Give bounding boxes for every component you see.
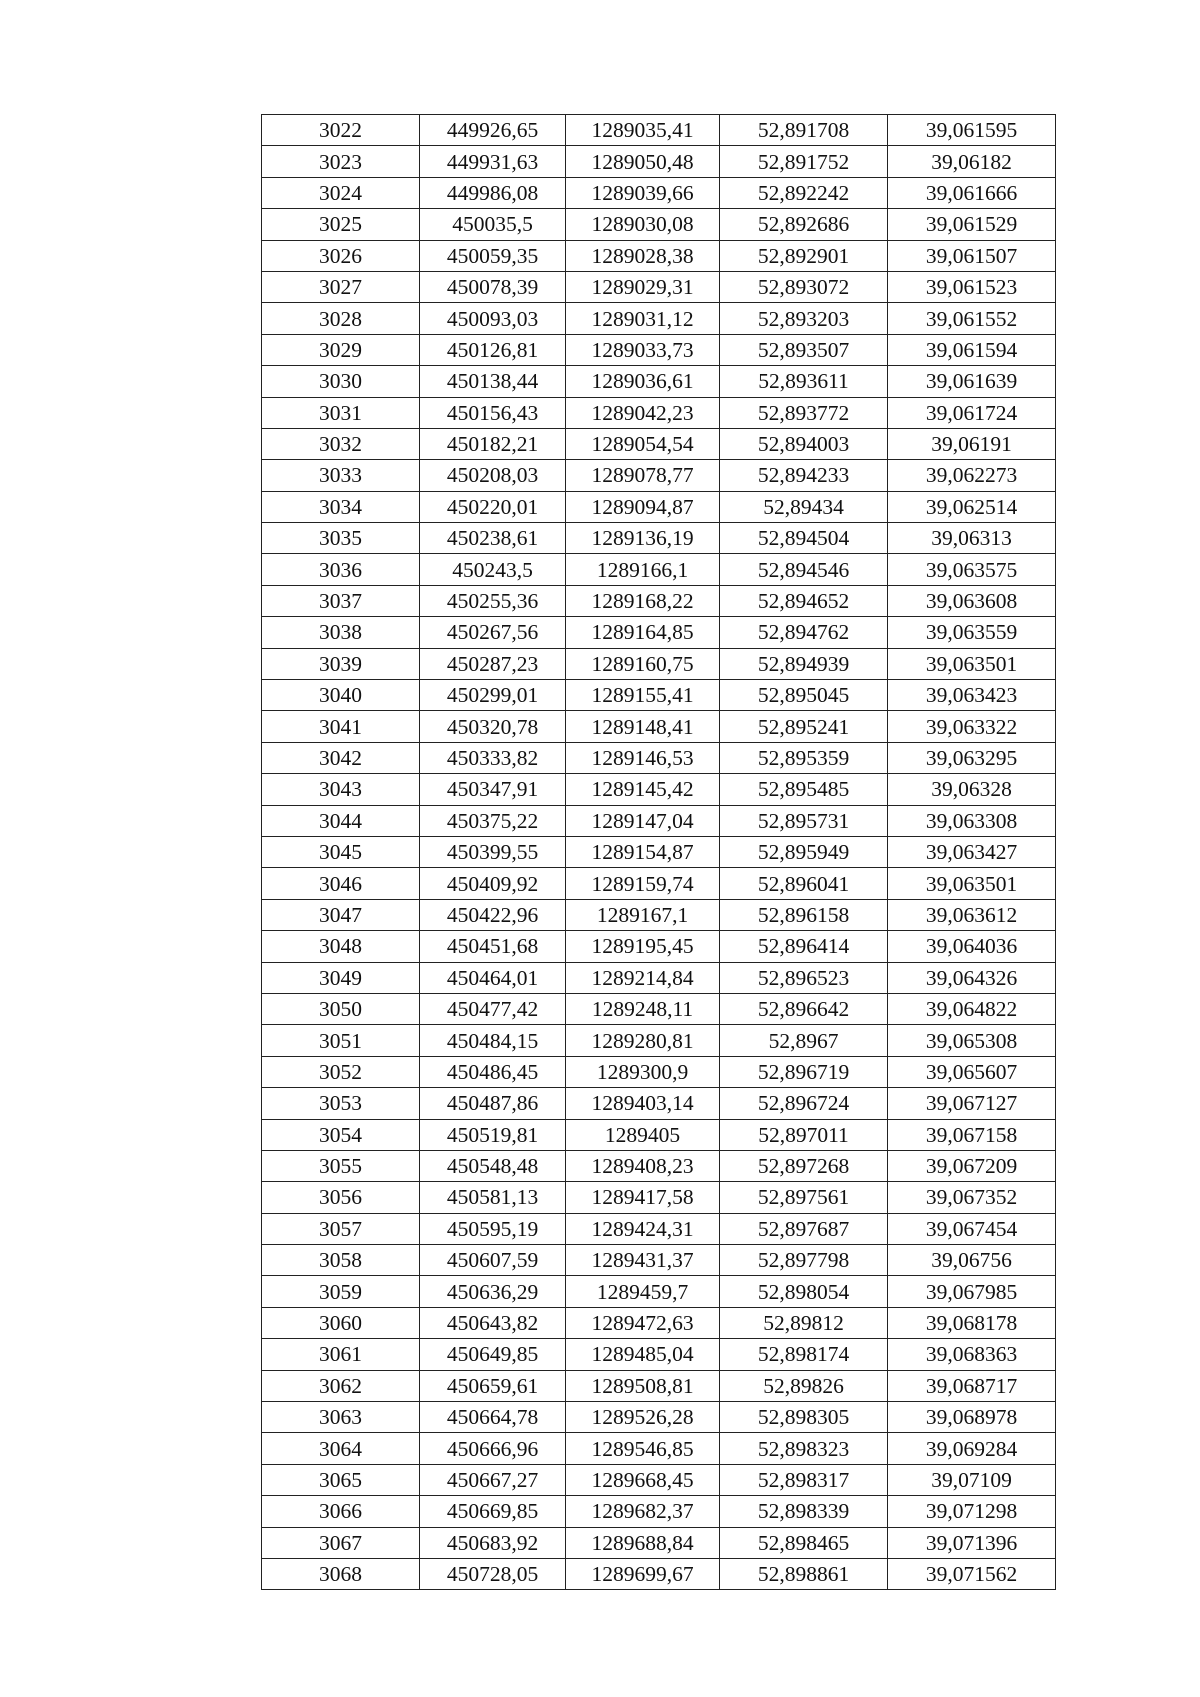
y-coordinate-cell: 1289029,31 xyxy=(566,271,720,302)
point-number-cell: 3045 xyxy=(262,836,420,867)
point-number-cell: 3027 xyxy=(262,271,420,302)
longitude-cell: 39,068178 xyxy=(888,1307,1056,1338)
coordinates-table-body xyxy=(262,115,1056,1590)
x-coordinate-cell: 450409,92 xyxy=(420,868,566,899)
point-number-cell: 3041 xyxy=(262,711,420,742)
point-number-cell: 3055 xyxy=(262,1150,420,1181)
table-row xyxy=(262,460,1056,491)
latitude-cell: 52,897011 xyxy=(720,1119,888,1150)
table-row xyxy=(262,1433,1056,1464)
longitude-cell: 39,067127 xyxy=(888,1088,1056,1119)
longitude-cell: 39,063322 xyxy=(888,711,1056,742)
x-coordinate-cell: 450182,21 xyxy=(420,428,566,459)
table-row xyxy=(262,523,1056,554)
table-row xyxy=(262,1527,1056,1558)
latitude-cell: 52,894652 xyxy=(720,585,888,616)
y-coordinate-cell: 1289148,41 xyxy=(566,711,720,742)
y-coordinate-cell: 1289094,87 xyxy=(566,491,720,522)
point-number-cell: 3067 xyxy=(262,1527,420,1558)
latitude-cell: 52,897268 xyxy=(720,1150,888,1181)
latitude-cell: 52,896523 xyxy=(720,962,888,993)
table-row xyxy=(262,1496,1056,1527)
x-coordinate-cell: 450347,91 xyxy=(420,774,566,805)
longitude-cell: 39,064822 xyxy=(888,993,1056,1024)
latitude-cell: 52,894762 xyxy=(720,617,888,648)
longitude-cell: 39,067158 xyxy=(888,1119,1056,1150)
latitude-cell: 52,895731 xyxy=(720,805,888,836)
latitude-cell: 52,892686 xyxy=(720,209,888,240)
longitude-cell: 39,063559 xyxy=(888,617,1056,648)
point-number-cell: 3037 xyxy=(262,585,420,616)
point-number-cell: 3049 xyxy=(262,962,420,993)
y-coordinate-cell: 1289050,48 xyxy=(566,146,720,177)
point-number-cell: 3032 xyxy=(262,428,420,459)
table-row xyxy=(262,1025,1056,1056)
longitude-cell: 39,063423 xyxy=(888,680,1056,711)
x-coordinate-cell: 450220,01 xyxy=(420,491,566,522)
y-coordinate-cell: 1289028,38 xyxy=(566,240,720,271)
latitude-cell: 52,894504 xyxy=(720,523,888,554)
latitude-cell: 52,898323 xyxy=(720,1433,888,1464)
latitude-cell: 52,89434 xyxy=(720,491,888,522)
y-coordinate-cell: 1289214,84 xyxy=(566,962,720,993)
point-number-cell: 3034 xyxy=(262,491,420,522)
table-row xyxy=(262,742,1056,773)
y-coordinate-cell: 1289031,12 xyxy=(566,303,720,334)
y-coordinate-cell: 1289431,37 xyxy=(566,1245,720,1276)
latitude-cell: 52,893772 xyxy=(720,397,888,428)
longitude-cell: 39,068978 xyxy=(888,1402,1056,1433)
table-row xyxy=(262,1307,1056,1338)
longitude-cell: 39,065607 xyxy=(888,1056,1056,1087)
table-row xyxy=(262,648,1056,679)
latitude-cell: 52,896041 xyxy=(720,868,888,899)
x-coordinate-cell: 450484,15 xyxy=(420,1025,566,1056)
latitude-cell: 52,896724 xyxy=(720,1088,888,1119)
table-row xyxy=(262,115,1056,146)
y-coordinate-cell: 1289699,67 xyxy=(566,1558,720,1589)
table-row xyxy=(262,1088,1056,1119)
longitude-cell: 39,061639 xyxy=(888,366,1056,397)
y-coordinate-cell: 1289526,28 xyxy=(566,1402,720,1433)
longitude-cell: 39,061595 xyxy=(888,115,1056,146)
y-coordinate-cell: 1289036,61 xyxy=(566,366,720,397)
longitude-cell: 39,06328 xyxy=(888,774,1056,805)
x-coordinate-cell: 450667,27 xyxy=(420,1464,566,1495)
latitude-cell: 52,895359 xyxy=(720,742,888,773)
x-coordinate-cell: 450093,03 xyxy=(420,303,566,334)
latitude-cell: 52,898305 xyxy=(720,1402,888,1433)
x-coordinate-cell: 450059,35 xyxy=(420,240,566,271)
table-row xyxy=(262,680,1056,711)
x-coordinate-cell: 450035,5 xyxy=(420,209,566,240)
table-row xyxy=(262,1558,1056,1589)
x-coordinate-cell: 450636,29 xyxy=(420,1276,566,1307)
latitude-cell: 52,895949 xyxy=(720,836,888,867)
x-coordinate-cell: 450659,61 xyxy=(420,1370,566,1401)
point-number-cell: 3048 xyxy=(262,931,420,962)
longitude-cell: 39,061507 xyxy=(888,240,1056,271)
x-coordinate-cell: 450669,85 xyxy=(420,1496,566,1527)
point-number-cell: 3054 xyxy=(262,1119,420,1150)
point-number-cell: 3065 xyxy=(262,1464,420,1495)
longitude-cell: 39,071562 xyxy=(888,1558,1056,1589)
longitude-cell: 39,061594 xyxy=(888,334,1056,365)
point-number-cell: 3022 xyxy=(262,115,420,146)
longitude-cell: 39,06191 xyxy=(888,428,1056,459)
table-row xyxy=(262,617,1056,648)
longitude-cell: 39,062273 xyxy=(888,460,1056,491)
table-row xyxy=(262,1150,1056,1181)
y-coordinate-cell: 1289136,19 xyxy=(566,523,720,554)
x-coordinate-cell: 449931,63 xyxy=(420,146,566,177)
latitude-cell: 52,898054 xyxy=(720,1276,888,1307)
table-row xyxy=(262,1245,1056,1276)
longitude-cell: 39,061529 xyxy=(888,209,1056,240)
point-number-cell: 3051 xyxy=(262,1025,420,1056)
longitude-cell: 39,069284 xyxy=(888,1433,1056,1464)
longitude-cell: 39,068717 xyxy=(888,1370,1056,1401)
x-coordinate-cell: 450486,45 xyxy=(420,1056,566,1087)
table-row xyxy=(262,774,1056,805)
y-coordinate-cell: 1289300,9 xyxy=(566,1056,720,1087)
table-row xyxy=(262,334,1056,365)
table-row xyxy=(262,1119,1056,1150)
table-row xyxy=(262,962,1056,993)
y-coordinate-cell: 1289688,84 xyxy=(566,1527,720,1558)
table-row xyxy=(262,899,1056,930)
y-coordinate-cell: 1289155,41 xyxy=(566,680,720,711)
y-coordinate-cell: 1289485,04 xyxy=(566,1339,720,1370)
x-coordinate-cell: 450643,82 xyxy=(420,1307,566,1338)
point-number-cell: 3026 xyxy=(262,240,420,271)
x-coordinate-cell: 450208,03 xyxy=(420,460,566,491)
x-coordinate-cell: 450451,68 xyxy=(420,931,566,962)
table-row xyxy=(262,868,1056,899)
table-row xyxy=(262,366,1056,397)
x-coordinate-cell: 450464,01 xyxy=(420,962,566,993)
table-row xyxy=(262,1464,1056,1495)
y-coordinate-cell: 1289167,1 xyxy=(566,899,720,930)
x-coordinate-cell: 450375,22 xyxy=(420,805,566,836)
longitude-cell: 39,06756 xyxy=(888,1245,1056,1276)
point-number-cell: 3043 xyxy=(262,774,420,805)
longitude-cell: 39,061724 xyxy=(888,397,1056,428)
y-coordinate-cell: 1289508,81 xyxy=(566,1370,720,1401)
longitude-cell: 39,063295 xyxy=(888,742,1056,773)
point-number-cell: 3025 xyxy=(262,209,420,240)
longitude-cell: 39,061523 xyxy=(888,271,1056,302)
y-coordinate-cell: 1289668,45 xyxy=(566,1464,720,1495)
y-coordinate-cell: 1289145,42 xyxy=(566,774,720,805)
longitude-cell: 39,064326 xyxy=(888,962,1056,993)
longitude-cell: 39,06313 xyxy=(888,523,1056,554)
x-coordinate-cell: 450666,96 xyxy=(420,1433,566,1464)
table-row xyxy=(262,397,1056,428)
table-row xyxy=(262,491,1056,522)
latitude-cell: 52,891752 xyxy=(720,146,888,177)
point-number-cell: 3038 xyxy=(262,617,420,648)
longitude-cell: 39,063608 xyxy=(888,585,1056,616)
point-number-cell: 3028 xyxy=(262,303,420,334)
longitude-cell: 39,06182 xyxy=(888,146,1056,177)
x-coordinate-cell: 450581,13 xyxy=(420,1182,566,1213)
longitude-cell: 39,064036 xyxy=(888,931,1056,962)
latitude-cell: 52,895485 xyxy=(720,774,888,805)
x-coordinate-cell: 450156,43 xyxy=(420,397,566,428)
table-row xyxy=(262,1056,1056,1087)
table-row xyxy=(262,1370,1056,1401)
x-coordinate-cell: 450267,56 xyxy=(420,617,566,648)
table-row xyxy=(262,1182,1056,1213)
point-number-cell: 3066 xyxy=(262,1496,420,1527)
y-coordinate-cell: 1289078,77 xyxy=(566,460,720,491)
longitude-cell: 39,061552 xyxy=(888,303,1056,334)
x-coordinate-cell: 450255,36 xyxy=(420,585,566,616)
y-coordinate-cell: 1289166,1 xyxy=(566,554,720,585)
latitude-cell: 52,893072 xyxy=(720,271,888,302)
x-coordinate-cell: 450078,39 xyxy=(420,271,566,302)
longitude-cell: 39,071396 xyxy=(888,1527,1056,1558)
table-row xyxy=(262,993,1056,1024)
latitude-cell: 52,898465 xyxy=(720,1527,888,1558)
x-coordinate-cell: 450138,44 xyxy=(420,366,566,397)
latitude-cell: 52,892901 xyxy=(720,240,888,271)
latitude-cell: 52,895045 xyxy=(720,680,888,711)
y-coordinate-cell: 1289408,23 xyxy=(566,1150,720,1181)
point-number-cell: 3040 xyxy=(262,680,420,711)
latitude-cell: 52,897798 xyxy=(720,1245,888,1276)
x-coordinate-cell: 450664,78 xyxy=(420,1402,566,1433)
coordinates-table xyxy=(261,114,1056,1590)
point-number-cell: 3050 xyxy=(262,993,420,1024)
x-coordinate-cell: 450333,82 xyxy=(420,742,566,773)
latitude-cell: 52,8967 xyxy=(720,1025,888,1056)
latitude-cell: 52,891708 xyxy=(720,115,888,146)
latitude-cell: 52,893203 xyxy=(720,303,888,334)
table-row xyxy=(262,585,1056,616)
y-coordinate-cell: 1289147,04 xyxy=(566,805,720,836)
longitude-cell: 39,063501 xyxy=(888,868,1056,899)
latitude-cell: 52,898174 xyxy=(720,1339,888,1370)
x-coordinate-cell: 450649,85 xyxy=(420,1339,566,1370)
y-coordinate-cell: 1289039,66 xyxy=(566,177,720,208)
y-coordinate-cell: 1289154,87 xyxy=(566,836,720,867)
longitude-cell: 39,063427 xyxy=(888,836,1056,867)
point-number-cell: 3059 xyxy=(262,1276,420,1307)
y-coordinate-cell: 1289195,45 xyxy=(566,931,720,962)
x-coordinate-cell: 450477,42 xyxy=(420,993,566,1024)
latitude-cell: 52,896158 xyxy=(720,899,888,930)
point-number-cell: 3023 xyxy=(262,146,420,177)
y-coordinate-cell: 1289280,81 xyxy=(566,1025,720,1056)
x-coordinate-cell: 450548,48 xyxy=(420,1150,566,1181)
y-coordinate-cell: 1289054,54 xyxy=(566,428,720,459)
y-coordinate-cell: 1289030,08 xyxy=(566,209,720,240)
latitude-cell: 52,894003 xyxy=(720,428,888,459)
x-coordinate-cell: 450487,86 xyxy=(420,1088,566,1119)
longitude-cell: 39,065308 xyxy=(888,1025,1056,1056)
latitude-cell: 52,893611 xyxy=(720,366,888,397)
table-row xyxy=(262,428,1056,459)
table-row xyxy=(262,209,1056,240)
x-coordinate-cell: 450607,59 xyxy=(420,1245,566,1276)
y-coordinate-cell: 1289164,85 xyxy=(566,617,720,648)
point-number-cell: 3052 xyxy=(262,1056,420,1087)
longitude-cell: 39,061666 xyxy=(888,177,1056,208)
point-number-cell: 3061 xyxy=(262,1339,420,1370)
longitude-cell: 39,063308 xyxy=(888,805,1056,836)
table-row xyxy=(262,836,1056,867)
point-number-cell: 3064 xyxy=(262,1433,420,1464)
longitude-cell: 39,067985 xyxy=(888,1276,1056,1307)
latitude-cell: 52,895241 xyxy=(720,711,888,742)
table-row xyxy=(262,711,1056,742)
longitude-cell: 39,067454 xyxy=(888,1213,1056,1244)
point-number-cell: 3029 xyxy=(262,334,420,365)
x-coordinate-cell: 450422,96 xyxy=(420,899,566,930)
x-coordinate-cell: 450320,78 xyxy=(420,711,566,742)
y-coordinate-cell: 1289417,58 xyxy=(566,1182,720,1213)
longitude-cell: 39,068363 xyxy=(888,1339,1056,1370)
longitude-cell: 39,071298 xyxy=(888,1496,1056,1527)
point-number-cell: 3053 xyxy=(262,1088,420,1119)
table-row xyxy=(262,554,1056,585)
x-coordinate-cell: 449986,08 xyxy=(420,177,566,208)
table-row xyxy=(262,271,1056,302)
latitude-cell: 52,897561 xyxy=(720,1182,888,1213)
y-coordinate-cell: 1289424,31 xyxy=(566,1213,720,1244)
y-coordinate-cell: 1289472,63 xyxy=(566,1307,720,1338)
table-row xyxy=(262,805,1056,836)
longitude-cell: 39,063575 xyxy=(888,554,1056,585)
longitude-cell: 39,063501 xyxy=(888,648,1056,679)
point-number-cell: 3044 xyxy=(262,805,420,836)
y-coordinate-cell: 1289160,75 xyxy=(566,648,720,679)
point-number-cell: 3042 xyxy=(262,742,420,773)
point-number-cell: 3036 xyxy=(262,554,420,585)
latitude-cell: 52,892242 xyxy=(720,177,888,208)
latitude-cell: 52,897687 xyxy=(720,1213,888,1244)
table-row xyxy=(262,931,1056,962)
y-coordinate-cell: 1289146,53 xyxy=(566,742,720,773)
table-row xyxy=(262,1213,1056,1244)
y-coordinate-cell: 1289459,7 xyxy=(566,1276,720,1307)
x-coordinate-cell: 450399,55 xyxy=(420,836,566,867)
y-coordinate-cell: 1289546,85 xyxy=(566,1433,720,1464)
latitude-cell: 52,894233 xyxy=(720,460,888,491)
table-row xyxy=(262,1339,1056,1370)
longitude-cell: 39,067209 xyxy=(888,1150,1056,1181)
point-number-cell: 3031 xyxy=(262,397,420,428)
latitude-cell: 52,896642 xyxy=(720,993,888,1024)
latitude-cell: 52,894546 xyxy=(720,554,888,585)
latitude-cell: 52,89826 xyxy=(720,1370,888,1401)
longitude-cell: 39,07109 xyxy=(888,1464,1056,1495)
point-number-cell: 3062 xyxy=(262,1370,420,1401)
point-number-cell: 3047 xyxy=(262,899,420,930)
point-number-cell: 3058 xyxy=(262,1245,420,1276)
point-number-cell: 3056 xyxy=(262,1182,420,1213)
x-coordinate-cell: 450519,81 xyxy=(420,1119,566,1150)
longitude-cell: 39,063612 xyxy=(888,899,1056,930)
point-number-cell: 3068 xyxy=(262,1558,420,1589)
x-coordinate-cell: 450299,01 xyxy=(420,680,566,711)
point-number-cell: 3030 xyxy=(262,366,420,397)
x-coordinate-cell: 450683,92 xyxy=(420,1527,566,1558)
point-number-cell: 3063 xyxy=(262,1402,420,1433)
y-coordinate-cell: 1289033,73 xyxy=(566,334,720,365)
table-row xyxy=(262,240,1056,271)
point-number-cell: 3033 xyxy=(262,460,420,491)
y-coordinate-cell: 1289403,14 xyxy=(566,1088,720,1119)
point-number-cell: 3057 xyxy=(262,1213,420,1244)
y-coordinate-cell: 1289168,22 xyxy=(566,585,720,616)
y-coordinate-cell: 1289042,23 xyxy=(566,397,720,428)
y-coordinate-cell: 1289035,41 xyxy=(566,115,720,146)
table-row xyxy=(262,1402,1056,1433)
table-row xyxy=(262,146,1056,177)
point-number-cell: 3035 xyxy=(262,523,420,554)
x-coordinate-cell: 450238,61 xyxy=(420,523,566,554)
x-coordinate-cell: 450243,5 xyxy=(420,554,566,585)
latitude-cell: 52,894939 xyxy=(720,648,888,679)
y-coordinate-cell: 1289159,74 xyxy=(566,868,720,899)
x-coordinate-cell: 450126,81 xyxy=(420,334,566,365)
point-number-cell: 3039 xyxy=(262,648,420,679)
point-number-cell: 3046 xyxy=(262,868,420,899)
table-row xyxy=(262,177,1056,208)
x-coordinate-cell: 450595,19 xyxy=(420,1213,566,1244)
table-row xyxy=(262,303,1056,334)
x-coordinate-cell: 450287,23 xyxy=(420,648,566,679)
y-coordinate-cell: 1289248,11 xyxy=(566,993,720,1024)
longitude-cell: 39,062514 xyxy=(888,491,1056,522)
y-coordinate-cell: 1289682,37 xyxy=(566,1496,720,1527)
x-coordinate-cell: 450728,05 xyxy=(420,1558,566,1589)
table-row xyxy=(262,1276,1056,1307)
latitude-cell: 52,898861 xyxy=(720,1558,888,1589)
y-coordinate-cell: 1289405 xyxy=(566,1119,720,1150)
latitude-cell: 52,898339 xyxy=(720,1496,888,1527)
latitude-cell: 52,898317 xyxy=(720,1464,888,1495)
point-number-cell: 3060 xyxy=(262,1307,420,1338)
longitude-cell: 39,067352 xyxy=(888,1182,1056,1213)
x-coordinate-cell: 449926,65 xyxy=(420,115,566,146)
point-number-cell: 3024 xyxy=(262,177,420,208)
latitude-cell: 52,896719 xyxy=(720,1056,888,1087)
latitude-cell: 52,896414 xyxy=(720,931,888,962)
latitude-cell: 52,89812 xyxy=(720,1307,888,1338)
latitude-cell: 52,893507 xyxy=(720,334,888,365)
